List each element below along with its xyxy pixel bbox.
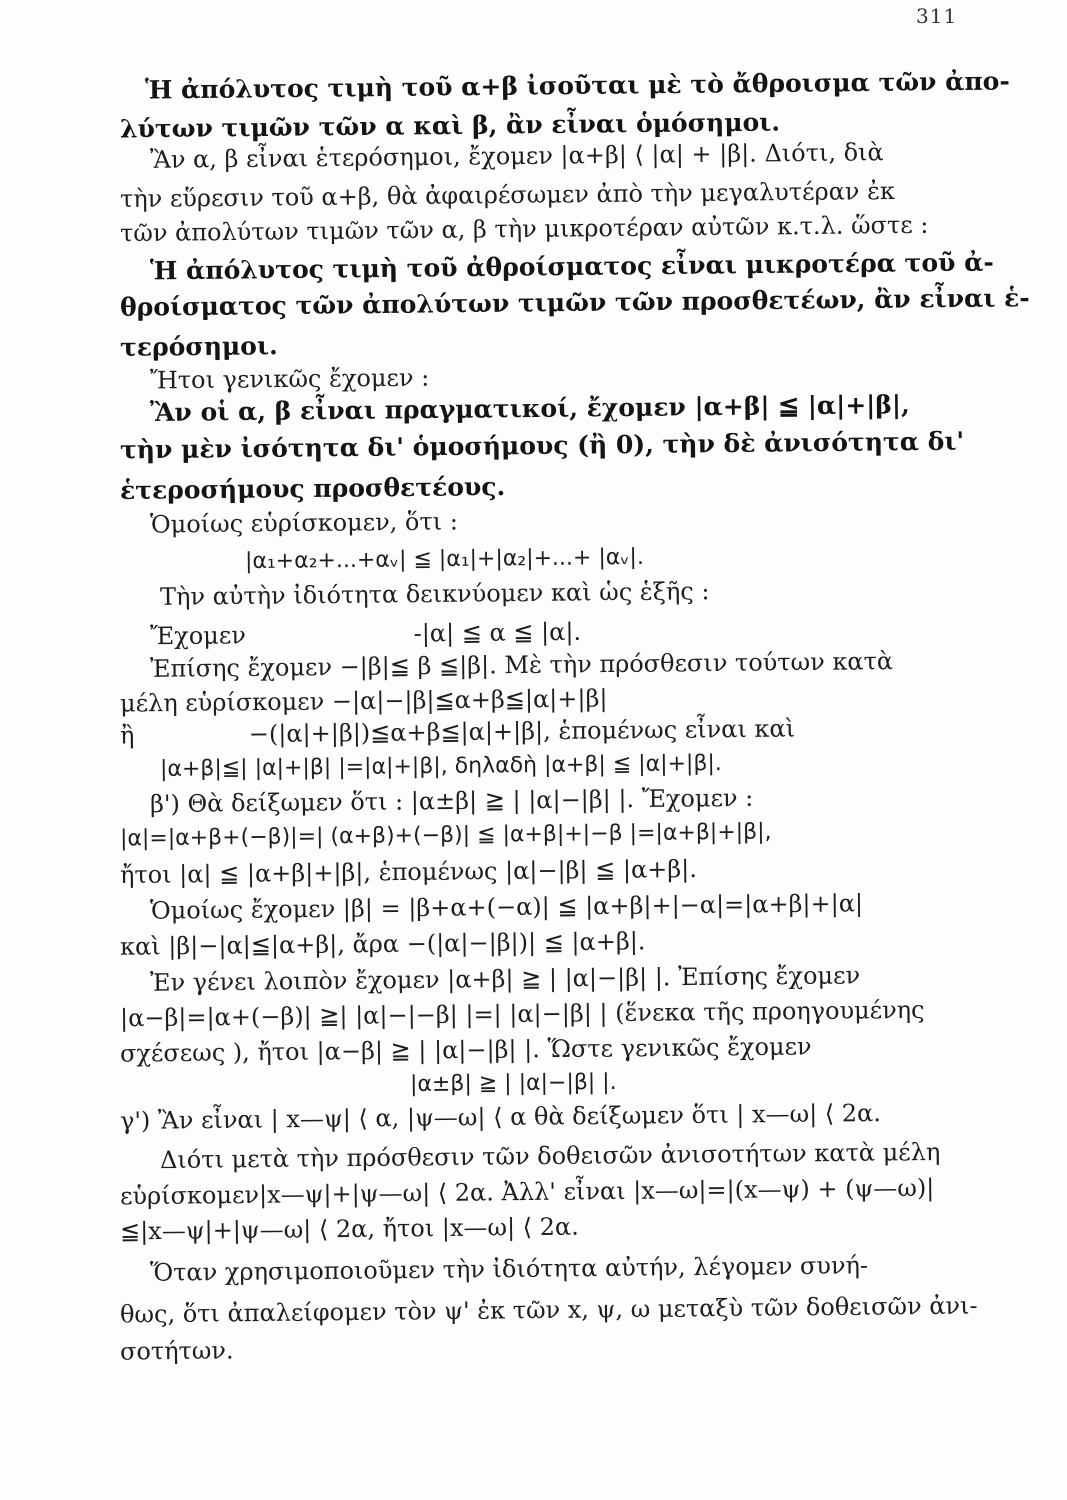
text-line-9: Ἤτοι γενικῶς ἔχομεν : (149, 363, 430, 395)
text-line-27: |α−β|=|α+(−β)| ≧| |α|−|−β| |=| |α|−|β| | (ἕνεκα τῆς προηγουμένης (119, 995, 925, 1033)
text-line-35: θως, ὅτι ἀπαλείφομεν τὸν ψ' ἐκ τῶν x, ψ, ω μεταξὺ τῶν δοθεισῶν ἀνι- (119, 1291, 978, 1329)
text-line-33: ≦|x—ψ|+|ψ—ω| ⟨ 2α, ἤτοι |x—ω| ⟨ 2α. (119, 1212, 579, 1246)
formula-line-29: |α±β| ≧ | |α|−|β| |. (409, 1069, 617, 1098)
text-line-17: Ἐπίσης ἔχομεν −|β|≦ β ≦|β|. Μὲ τὴν πρόσθεσιν τούτων κατὰ (149, 647, 894, 683)
text-line-23: ἤτοι |α| ≦ |α+β|+|β|, ἑπομένως |α|−|β| ≦ |α+β|. (119, 854, 698, 890)
text-line-13: Ὁμοίως εὑρίσκομεν, ὅτι : (149, 507, 458, 539)
text-line-16: Ἔχομεν -|α| ≦ α ≦ |α|. (149, 617, 582, 651)
text-line-18: μέλη εὑρίσκομεν −|α|−|β|≦α+β≦|α|+|β| (119, 684, 608, 718)
text-line-32: εὑρίσκομεν|x—ψ|+|ψ—ω| ⟨ 2α. Ἀλλ' εἶναι |x—ω|=|(x—ψ) + (ψ—ω)| (119, 1173, 935, 1211)
text-line-1: Ἡ ἀπόλυτος τιμὴ τοῦ α+β ἰσοῦται μὲ τὸ ἄθροισμα τῶν ἀπο- (144, 66, 1010, 105)
formula-line-20: |α+β|≦| |α|+|β| |=|α|+|β|, δηλαδὴ |α+β| ≦ |α|+|β|. (159, 751, 722, 782)
text-line-24: Ὁμοίως ἔχομεν |β| = |β+α+(−α)| ≦ |α+β|+|−α|=|α+β|+|α| (149, 889, 864, 925)
text-line-8: τερόσημοι. (119, 331, 278, 362)
page-number: 311 (916, 4, 958, 28)
text-line-36: σοτήτων. (119, 1336, 234, 1366)
formula-line-14: |α₁+α₂+...+αᵥ| ≦ |α₁|+|α₂|+...+ |αᵥ|. (244, 544, 645, 575)
text-line-12: ἑτεροσήμους προσθετέους. (119, 471, 506, 506)
text-line-3: Ἂν α, β εἶναι ἑτερόσημοι, ἔχομεν |α+β| ⟨ |α| + |β|. Διότι, διὰ (149, 138, 884, 174)
text-line-5: τῶν ἀπολύτων τιμῶν τῶν α, β τὴν μικροτέραν αὐτῶν κ.τ.λ. ὥστε : (119, 210, 929, 248)
text-line-11: τὴν μὲν ἰσότητα δι' ὁμοσήμους (ἢ 0), τὴν δὲ ἀνισότητα δι' (119, 426, 965, 465)
text-line-6: Ἡ ἀπόλυτος τιμὴ τοῦ ἀθροίσματος εἶναι μικροτέρα τοῦ ἀ- (149, 247, 994, 286)
text-line-34: Ὅταν χρησιμοποιοῦμεν τὴν ἰδιότητα αὐτήν, λέγομεν συνή- (149, 1251, 869, 1287)
text-line-7: θροίσματος τῶν ἀπολύτων τιμῶν τῶν προσθετέων, ἂν εἶναι ἑ- (119, 283, 1030, 322)
text-line-25: καὶ |β|−|α|≦|α+β|, ἄρα −(|α|−|β|)| ≦ |α+β|. (119, 927, 646, 961)
text-line-28: σχέσεως ), ἤτοι |α−β| ≧ | |α|−|β| |. Ὥστε γενικῶς ἔχομεν (119, 1032, 812, 1068)
text-line-2: λύτων τιμῶν τῶν α καὶ β, ἂν εἶναι ὁμόσημοι. (119, 107, 781, 144)
text-line-15: Τὴν αὐτὴν ἰδιότητα δεικνύομεν καὶ ὡς ἑξῆς : (159, 577, 710, 611)
text-line-19: ἢ −(|α|+|β|)≦α+β≦|α|+|β|, ἑπομένως εἶναι καὶ (119, 714, 796, 750)
text-line-30: γ') Ἂν εἶναι | x—ψ| ⟨ α, |ψ—ω| ⟨ α θὰ δείξωμεν ὅτι | x—ω| ⟨ 2α. (119, 1099, 882, 1135)
text-line-21: β') Θὰ δείξωμεν ὅτι : |α±β| ≧ | |α|−|β| |. Ἔχομεν : (149, 783, 754, 819)
text-line-31: Διότι μετὰ τὴν πρόσθεσιν τῶν δοθεισῶν ἀνισοτήτων κατὰ μέλη (159, 1137, 941, 1175)
text-line-26: Ἐν γένει λοιπὸν ἔχομεν |α+β| ≧ | |α|−|β| |. Ἐπίσης ἔχομεν (149, 961, 861, 997)
text-line-4: τὴν εὕρεσιν τοῦ α+β, θὰ ἀφαιρέσωμεν ἀπὸ τὴν μεγαλυτέραν ἐκ (119, 176, 896, 214)
text-line-10: Ἂν οἱ α, β εἶναι πραγματικοί, ἔχομεν |α+β| ≦ |α|+|β|, (149, 390, 910, 427)
formula-line-22: |α|=|α+β+(−β)|=| (α+β)+(−β)| ≦ |α+β|+|−β |=|α+β|+|β|, (119, 819, 772, 852)
